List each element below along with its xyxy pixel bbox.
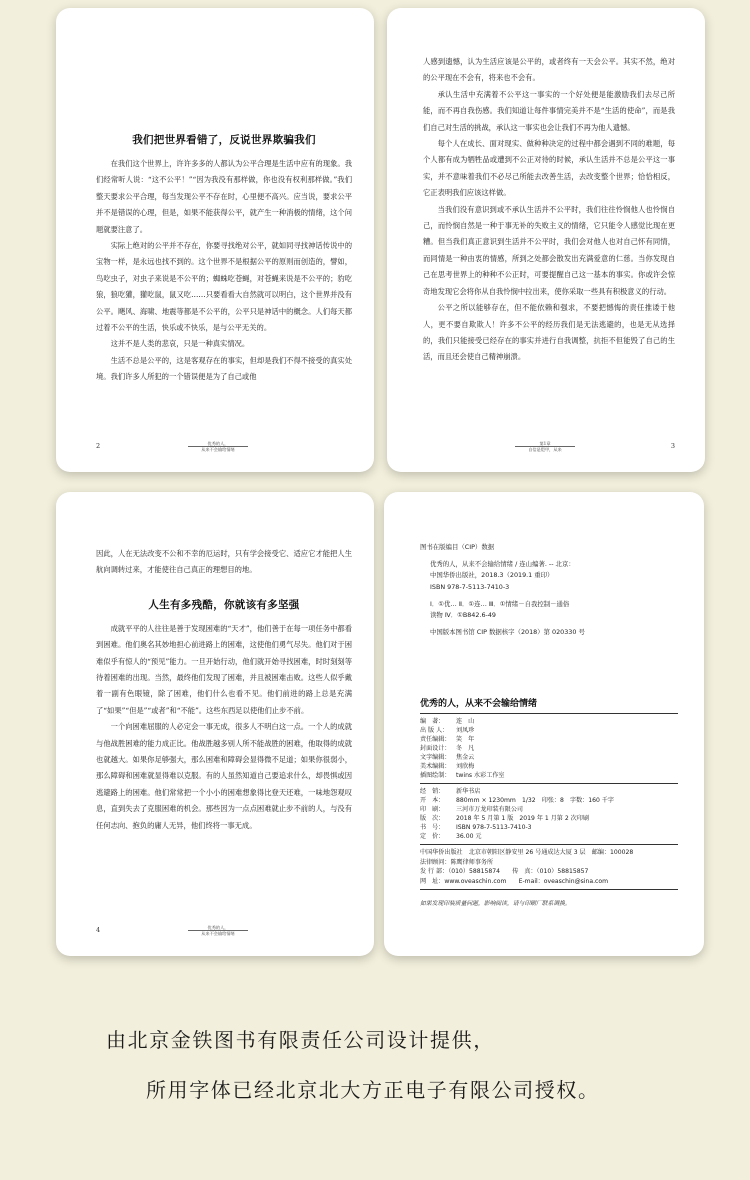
credit-row: 责任编辑： 笑 年	[420, 736, 475, 744]
body-paragraph: 因此，人在无法改变不公和不幸的厄运时，只有学会接受它、适应它才能把人生航向调转过来，才能使往自己真正的理想目的地。	[96, 549, 352, 575]
body-paragraph: 成就平平的人往往是善于发现困难的“天才”，他们善于在每一项任务中都看到困难。他们奥名其妙地担心前进路上的困难，这使他们勇气尽失。他们对于困难似乎有惊人的“预见”能力。一旦开始行动，他们就开始寻找困难，时时刻刻等待着困难的出现。当然，最终他们发现了困难，并且被困难击败。这些人似乎戴着一副有色眼镜，除了困难，他们什么也看不见。他们前进的路上总是充满了“如果”“但是”“或者”和“不能”。这些东西足以使他们止步不前。	[96, 623, 352, 715]
publisher-line: 法律顾问：陈鹰律师事务所	[420, 858, 494, 866]
publisher-line: 发 行 部：（010）58815874 传 真：（010）58815857	[420, 868, 589, 876]
body-paragraph: 实际上绝对的公平并不存在，你要寻找绝对公平，就如同寻找神话传说中的宝物一样，是永远也找不到的。这个世界不是根据公平的原则而创造的，譬如，鸟吃虫子，对虫子来说是不公平的；蜘蛛吃苍蝇，对苍蝇来说是不公平的；豹吃狼，狼吃獾，獾吃鼠，鼠又吃……只要看看大自然就可以明白，这个世界并没有公平。飓风、海啸、地震等都是不公平的，公平只是神话中的概念。人们每天都过着不公平的生活，快乐或不快乐，是与公平无关的。	[96, 241, 352, 333]
body-paragraph: 生活不总是公平的，这是客观存在的事实，但却是我们不得不接受的真实处境。我们许多人所犯的一个错误便是为了自己或他	[96, 355, 352, 382]
body-paragraph: 人感到遗憾，认为生活应该是公平的，或者终有一天会公平。其实不然，绝对的公平现在不会有，将来也不会有。	[423, 57, 675, 83]
credit-row: 插图绘制： twins 水彩工作室	[420, 772, 505, 780]
font-license-line: 所用字体已经北京北大方正电子有限公司授权。	[146, 1078, 600, 1102]
credit-row: 出 版 人： 刘凤珍	[420, 727, 475, 735]
body-paragraph: 当我们没有意识到或不承认生活并不公平时，我们往往怜悯他人也怜悯自己，而怜悯自然是一种于事无补的失败主义的情绪，它只能令人感觉比现在更糟。但当我们真正意识到生活并不公平时，我们会对他人也对自己怀有同情，而同情是一种由衷的情感，所到之处都会散发出充满爱意的仁慈。当你发现自己在思考世界上的种种不公正时，可要提醒自己这一基本的事实。你或许会惊奇地发现它会将你从自我怜悯中拉出来，使你采取一些具有积极意义的行动。	[423, 204, 675, 296]
body-paragraph: 一个向困难屈服的人必定会一事无成，很多人不明白这一点。一个人的成就与他战胜困难的能力成正比。他战胜越多别人所不能战胜的困难，他取得的成就也就越大。如果你足够强大，那么困难和障碍会显得微不足道；如果你很弱小，那么障碍和困难就显得难以克服。有的人虽然知道自己要追求什么，却畏惧或因逃避路上的困难。他们常常把一个小小的困难想象得比登天还难，一味地怨观叹息，直到失去了克服困难的机会。那些因为一点点困难就止步不前的人，与没有任何志向、抱负的庸人无异，他们终将一事无成。	[96, 722, 352, 830]
cip-class-line: Ⅰ．①优… Ⅱ．①连… Ⅲ．①情绪－自我控制－通俗	[430, 599, 570, 608]
body-paragraph: 承认生活中充满着不公平这一事实的一个好处便是能激励我们去尽己所能，而不再自我伤感。我们知道让每件事情完美并不是“生活的使命”，而是我们自己对生活的挑战，承认这一事实也会让我们不再为他人遗憾。	[423, 89, 675, 132]
page-number: 4	[96, 926, 101, 934]
running-footer: 优秀的人， 从来不会输给情绪	[188, 925, 248, 936]
cip-line: 优秀的人，从来不会输给情绪 / 连山编著. -- 北京：	[430, 560, 575, 569]
book-page-4	[56, 492, 374, 956]
credit-row: 文字编辑： 焦金云	[420, 754, 475, 762]
print-quality-notice: 如果发现印装质量问题，影响阅读，请与印刷厂联系调换。	[420, 901, 571, 908]
spec-row: 书 号： ISBN 978-7-5113-7410-3	[420, 824, 532, 832]
book-title: 优秀的人，从来不会输给情绪	[420, 699, 538, 710]
credit-row: 美术编辑： 刘欣梅	[420, 763, 475, 771]
cip-class-line: 读物 Ⅳ．①B842.6-49	[430, 611, 496, 620]
spec-row: 印 刷： 三河市万龙印装有限公司	[420, 806, 524, 814]
divider	[420, 713, 678, 714]
divider	[420, 889, 678, 890]
running-footer: 第1章 自信是铠甲，从来	[515, 441, 575, 452]
page-number: 3	[670, 442, 675, 450]
body-paragraph: 在我们这个世界上，许许多多的人都认为公平合理是生活中应有的现象。我们经常听人说：“这不公平！”“因为我没有那样做，你也没有权利那样做。”我们整天要求公平合理，每当发现公平不存在时，心里便不高兴。应当说，要求公平并不是错误的心理，但是，如果不能获得公平，就产生一种消极的情绪，这个问题就要注意了。	[96, 159, 352, 234]
book-page-3	[387, 8, 705, 472]
page-number: 2	[96, 442, 101, 450]
spec-row: 经 销： 新华书店	[420, 788, 481, 796]
credits-list	[420, 717, 678, 780]
divider	[420, 783, 678, 784]
spec-row: 定 价： 36.00 元	[420, 833, 482, 841]
divider	[420, 844, 678, 845]
credit-row: 编 著： 连 山	[420, 718, 475, 726]
copyright-page	[384, 492, 704, 956]
specs-list	[420, 787, 678, 841]
running-footer: 优秀的人， 从来不会输给情绪	[188, 441, 248, 452]
body-paragraph: 公平之所以能够存在，但不能依赖和强求，不要把憾悔的责任推诿于他人，更不要自欺欺人！许多不公平的经历我们是无法逃避的，也是无从选择的，我们只能接受已经存在的事实并进行自我调整，抗拒不但能毁了自己的生活，而且还会使自己精神崩溃。	[423, 303, 675, 362]
cip-line: 中国华侨出版社，2018.3（2019.1 重印）	[430, 571, 554, 580]
spec-row: 版 次： 2018 年 5 月第 1 版 2019 年 1 月第 2 次印刷	[420, 815, 589, 823]
design-credit-line: 由北京金铁图书有限责任公司设计提供，	[106, 1028, 495, 1052]
body-paragraph: 每个人在成长、面对现实、做种种决定的过程中都会遇到不同的难题，每个人都有成为牺牲品或遭到不公正对待的时候，承认生活并不总是公平这一事实，并不意味着我们不必尽己所能去改善生活，去改变整个世界；恰恰相反，它正表明我们应该这样做。	[423, 139, 675, 198]
cip-number: 中国版本图书馆 CIP 数据核字（2018）第 020330 号	[430, 628, 585, 637]
book-page-2	[56, 8, 374, 472]
cip-header: 图书在版编目（CIP）数据	[420, 543, 495, 551]
credit-row: 封面设计： 冬 凡	[420, 745, 475, 753]
cip-line: ISBN 978-7-5113-7410-3	[430, 582, 510, 591]
body-paragraph: 这并不是人类的悲哀，只是一种真实情况。	[110, 339, 250, 349]
publisher-line: 中国华侨出版社 北京市朝阳区静安里 26 号通成达大厦 3 层 邮编：100028	[420, 849, 634, 857]
chapter-section-title: 人生有多残酷，你就该有多坚强	[148, 598, 300, 611]
publisher-line: 网 址：www.oveaschin.com E-mail：oveaschin@sina.com	[420, 877, 609, 885]
spec-row: 开 本： 880mm × 1230mm 1/32 印张：8 字数：160 千字	[420, 797, 615, 805]
chapter-section-title: 我们把世界看错了，反说世界欺骗我们	[132, 134, 316, 146]
